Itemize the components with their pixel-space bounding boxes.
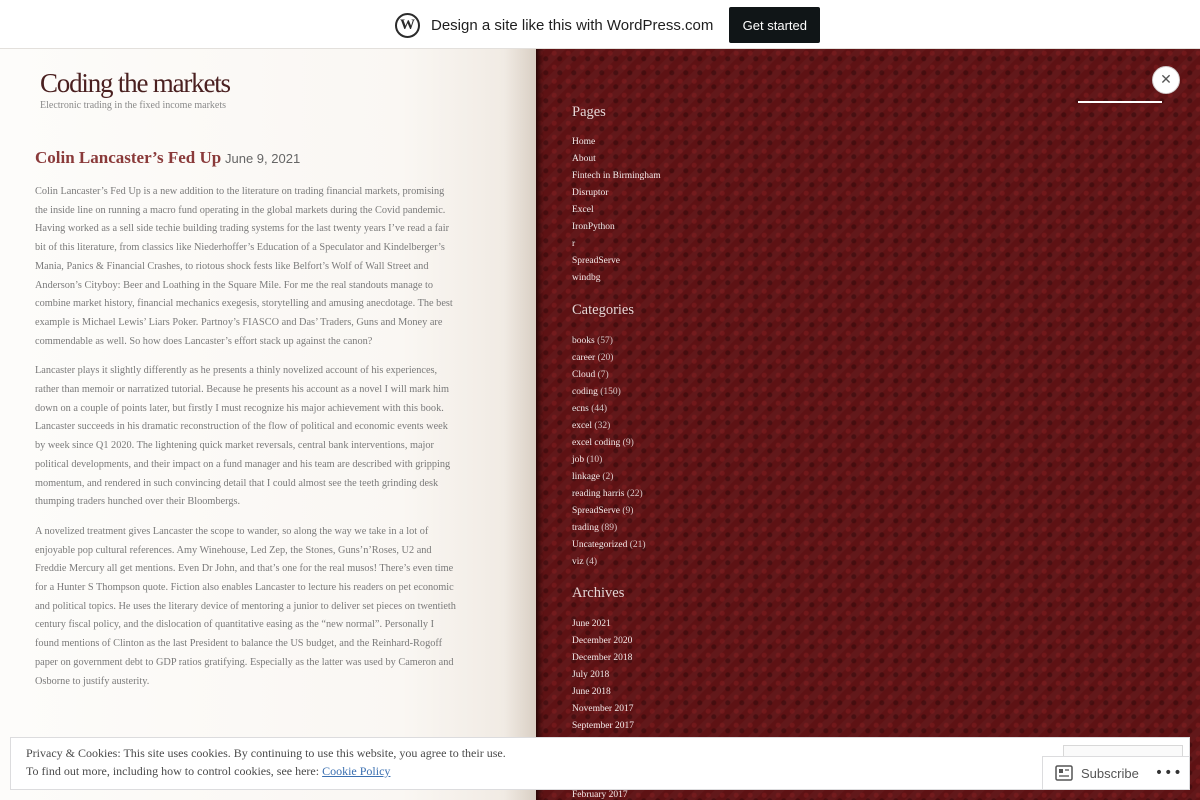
categories-list xyxy=(572,333,646,571)
post-body xyxy=(35,183,458,702)
category-item xyxy=(572,537,646,554)
subscribe-button[interactable]: Subscribe xyxy=(1081,765,1139,781)
category-item xyxy=(572,469,646,486)
sidebar-edge-shadow xyxy=(536,49,544,800)
archive-link[interactable]: June 2018 xyxy=(572,687,611,697)
category-count: (4) xyxy=(585,557,598,567)
category-link[interactable]: Cloud xyxy=(572,370,596,380)
page-link-excel[interactable]: Excel xyxy=(572,205,594,215)
category-link[interactable]: viz xyxy=(572,557,584,567)
sidebar xyxy=(536,49,1200,800)
site-title[interactable]: Coding the markets xyxy=(40,68,230,98)
category-count: (20) xyxy=(597,353,614,363)
page-link-home[interactable]: Home xyxy=(572,137,596,147)
archives-widget-title: Archives xyxy=(572,585,625,601)
category-count: (89) xyxy=(601,523,618,533)
category-count: (10) xyxy=(586,455,603,465)
page-link-about[interactable]: About xyxy=(572,154,596,164)
post-paragraph: A novelized treatment gives Lancaster the scope to wander, so along the way we take in a lot of enjoyable pop cultural references. Amy Winehouse, Led Zep, the Stones, Guns’n’Roses, U2 and Freddie Mercury all get mentions. Even Dr John, and that’s one for the real musos! There’s even time for a Hunter S Thompson quote. Fiction also enables Lancaster to lecture his readers on pet economic and political topics. He uses the literary device of mentoring a junior to deliver set pieces on twentieth century fiscal policy, and the dislocation of quantitative easing as the “new normal”. Personally I found mentions of Clinton as the last President to balance the US budget, and the Reinhard-Rogoff paper on government debt to GDP ratios gratifying. Especially as the latter was used by Cameron and Osborne to justify austerity. xyxy=(35,525,456,687)
cookie-notice-text: Privacy & Cookies: This site uses cookies. By continuing to use this website, you agree to their use. xyxy=(26,746,506,760)
archive-link[interactable]: February 2017 xyxy=(572,790,628,800)
category-item xyxy=(572,367,646,384)
cookie-more-info xyxy=(26,764,390,779)
cookie-more-info-text: To find out more, including how to control cookies, see here: xyxy=(26,764,323,778)
category-count: (9) xyxy=(622,438,634,448)
category-item xyxy=(572,520,646,537)
category-item xyxy=(572,384,646,401)
archive-link[interactable]: July 2018 xyxy=(572,670,610,680)
wordpress-logo-icon[interactable]: W xyxy=(395,13,420,38)
page-link-ironpython[interactable]: IronPython xyxy=(572,222,615,232)
page-link-r[interactable]: r xyxy=(572,239,576,249)
archive-link[interactable]: December 2020 xyxy=(572,636,633,646)
category-item xyxy=(572,418,646,435)
category-count: (9) xyxy=(622,506,634,516)
category-count: (2) xyxy=(602,472,614,482)
archive-link[interactable]: November 2017 xyxy=(572,704,634,714)
archive-link[interactable]: December 2018 xyxy=(572,653,633,663)
category-link[interactable]: books xyxy=(572,336,595,346)
pages-list xyxy=(572,134,661,287)
category-count: (150) xyxy=(600,387,621,397)
category-item xyxy=(572,401,646,418)
reader-icon[interactable] xyxy=(1055,765,1073,781)
archive-link[interactable]: June 2021 xyxy=(572,619,611,629)
category-item xyxy=(572,350,646,367)
wordpress-promo-text[interactable]: Design a site like this with WordPress.com xyxy=(431,16,714,34)
category-link[interactable]: SpreadServe xyxy=(572,506,621,516)
cookie-policy-link[interactable]: Cookie Policy xyxy=(322,764,391,778)
category-link[interactable]: excel coding xyxy=(572,438,621,448)
page-link-disruptor[interactable]: Disruptor xyxy=(572,188,609,198)
categories-widget-title: Categories xyxy=(572,302,635,318)
get-started-button[interactable]: Get started xyxy=(729,7,820,43)
page-link-spreadserve[interactable]: SpreadServe xyxy=(572,256,621,266)
sidebar-header-underline xyxy=(1078,101,1162,103)
category-item xyxy=(572,554,646,571)
category-item xyxy=(572,503,646,520)
page-link-windbg[interactable]: windbg xyxy=(572,273,601,283)
site-description: Electronic trading in the fixed income markets xyxy=(40,100,227,111)
category-link[interactable]: excel xyxy=(572,421,593,431)
category-link[interactable]: career xyxy=(572,353,596,363)
category-link[interactable]: reading harris xyxy=(572,489,625,499)
cookie-banner xyxy=(10,737,1190,790)
subscribe-bar xyxy=(1042,756,1190,790)
category-item xyxy=(572,333,646,350)
more-horizontal-icon[interactable]: ••• xyxy=(1154,765,1183,781)
category-link[interactable]: linkage xyxy=(572,472,600,482)
close-icon: ✕ xyxy=(1160,72,1172,88)
post-date[interactable]: June 9, 2021 xyxy=(225,151,301,166)
post-title[interactable]: Colin Lancaster’s Fed Up xyxy=(35,148,222,167)
category-count: (32) xyxy=(594,421,611,431)
category-item xyxy=(572,435,646,452)
archive-link[interactable]: September 2017 xyxy=(572,721,635,731)
category-count: (21) xyxy=(629,540,646,550)
category-count: (22) xyxy=(626,489,643,499)
category-count: (44) xyxy=(591,404,608,414)
page-link-fintech-in-birmingham[interactable]: Fintech in Birmingham xyxy=(572,171,661,181)
pages-widget-title: Pages xyxy=(572,104,606,120)
category-link[interactable]: ecns xyxy=(572,404,589,414)
category-link[interactable]: trading xyxy=(572,523,599,533)
archives-list xyxy=(572,616,634,735)
category-link[interactable]: coding xyxy=(572,387,598,397)
category-link[interactable]: job xyxy=(572,455,585,465)
post-paragraph: Colin Lancaster’s Fed Up is a new addition to the literature on trading financial markets, promising the inside line on running a macro fund operating in the global markets during the Covid pandemic. Having worked as a sell side techie building trading systems for the last twenty years I’ve read a fair bit of this literature, from classics like Niederhoffer’s Education of a Speculator and Kindelberger’s Mania, Panics & Financial Crashes, to riotous shock fests like Belfort’s Wolf of Wall Street and Anderson’s Cityboy: Beer and Loathing in the Square Mile. For me the real standouts manage to combine market history, financial mechanics exegesis, storytelling and amusing anecdotage. The best example is Michael Lewis’ Liars Poker. Partnoy’s FIASCO and Das’ Traders, Guns and Money are commendable as well. So how does Lancaster’s effort stack up against the canon? xyxy=(35,186,453,347)
category-item xyxy=(572,452,646,469)
close-sidebar-button[interactable] xyxy=(1152,66,1180,94)
wordpress-promo-bar xyxy=(0,0,1200,49)
post-paragraph: Lancaster plays it slightly differently as he presents a thinly novelized account of his experiences, rather than memoir or narratized tutorial. Because he presents his account as a novel I will mark him down on a couple of points later, but firstly I must recognize his major achievement with this book. Lancaster succeeds in his dramatic reconstruction of the flow of political and economic events week by week since Q1 2020. The lightening quick market reversals, central bank interventions, major political developments, and their impact on a fund manager and his team are described with gripping momentum, and rendered in such convincing detail that I could almost see the teeth grinding desk thumping traders hunched over their Bloombergs. xyxy=(35,365,451,508)
category-count: (57) xyxy=(597,336,613,346)
category-count: (7) xyxy=(597,370,609,380)
category-link[interactable]: Uncategorized xyxy=(572,540,628,550)
category-item xyxy=(572,486,646,503)
wordpress-promo-content xyxy=(395,8,820,42)
